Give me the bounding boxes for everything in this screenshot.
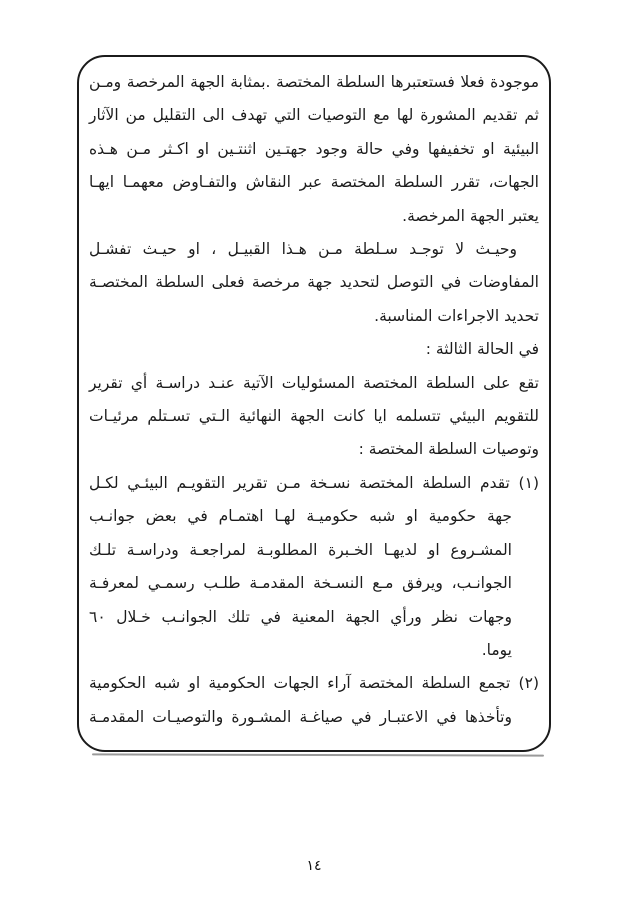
numbered-list-item [89, 467, 539, 667]
text-line: المشـروع او لديهـا الخـبرة المطلوبـة لمراجعـة ودراسـة تلـك [89, 540, 512, 559]
page-number: ١٤ [306, 858, 322, 874]
page-border-frame [77, 55, 551, 752]
paragraph [89, 233, 539, 333]
heading [89, 333, 539, 366]
text-line: يوما. [481, 640, 512, 659]
text-line: تحديد الاجراءات المناسبة. [374, 306, 539, 325]
paragraph [89, 66, 539, 233]
text-line: (١) تقدم السلطة المختصة نسـخة مـن تقرير التقويـم البيئـي لكـل [89, 473, 539, 492]
text-line: الجوانـب، ويرفق مـع النسـخة المقدمـة طلـب رسمـي لمعرفـة [89, 574, 512, 593]
text-line: وجهات نظر ورأي الجهة المعنية في تلك الجوانـب خـلال ٦٠ [89, 607, 512, 626]
text-line: في الحالة الثالثة : [425, 340, 539, 359]
text-line: المفاوضات في التوصل لتحديد جهة مرخصة فعلى السلطة المختصـة [89, 273, 539, 292]
numbered-list-item [89, 667, 539, 734]
text-line: وتوصيات السلطة المختصة : [358, 440, 539, 459]
text-line: وتأخذها في الاعتبـار في صياغـة المشـورة والتوصيـات المقدمـة [89, 707, 512, 726]
paragraph [89, 367, 539, 467]
text-line: (٢) تجمع السلطة المختصة آراء الجهات الحكومية او شبه الحكومية [89, 674, 539, 693]
text-line: وحيـث لا توجـد سـلطة مـن هـذا القبيـل ، او حيـث تفشـل [89, 240, 517, 259]
text-line: تقع على السلطة المختصة المسئوليات الآتية عنـد دراسـة أي تقرير [89, 373, 539, 392]
text-column [89, 66, 539, 734]
text-line: البيئية او تخفيفها وفي حالة وجود جهتـين اثنتـين او اكـثر مـن هـذه [89, 139, 539, 158]
text-line: للتقويم البيئي تتسلمه ايا كانت الجهة النهائية الـتي تسـتلم مرئيـات [89, 407, 539, 426]
text-line: جهة حكومية او شبه حكوميـة لهـا اهتمـام في بعض جوانـب [89, 507, 512, 526]
frame-bottom-shadow-line [92, 753, 544, 756]
text-line: الجهات، تقرر السلطة المختصة عبر النقاش والتفـاوض معهمـا ايهـا [89, 173, 539, 192]
text-line: موجودة فعلا فستعتبرها السلطة المختصة .بمثابة الجهة المرخصة ومـن [89, 73, 539, 91]
text-line: ثم تقديم المشورة لها مع التوصيات التي تهدف الى التقليل من الآثار [89, 106, 539, 125]
text-line: يعتبر الجهة المرخصة. [402, 206, 539, 225]
